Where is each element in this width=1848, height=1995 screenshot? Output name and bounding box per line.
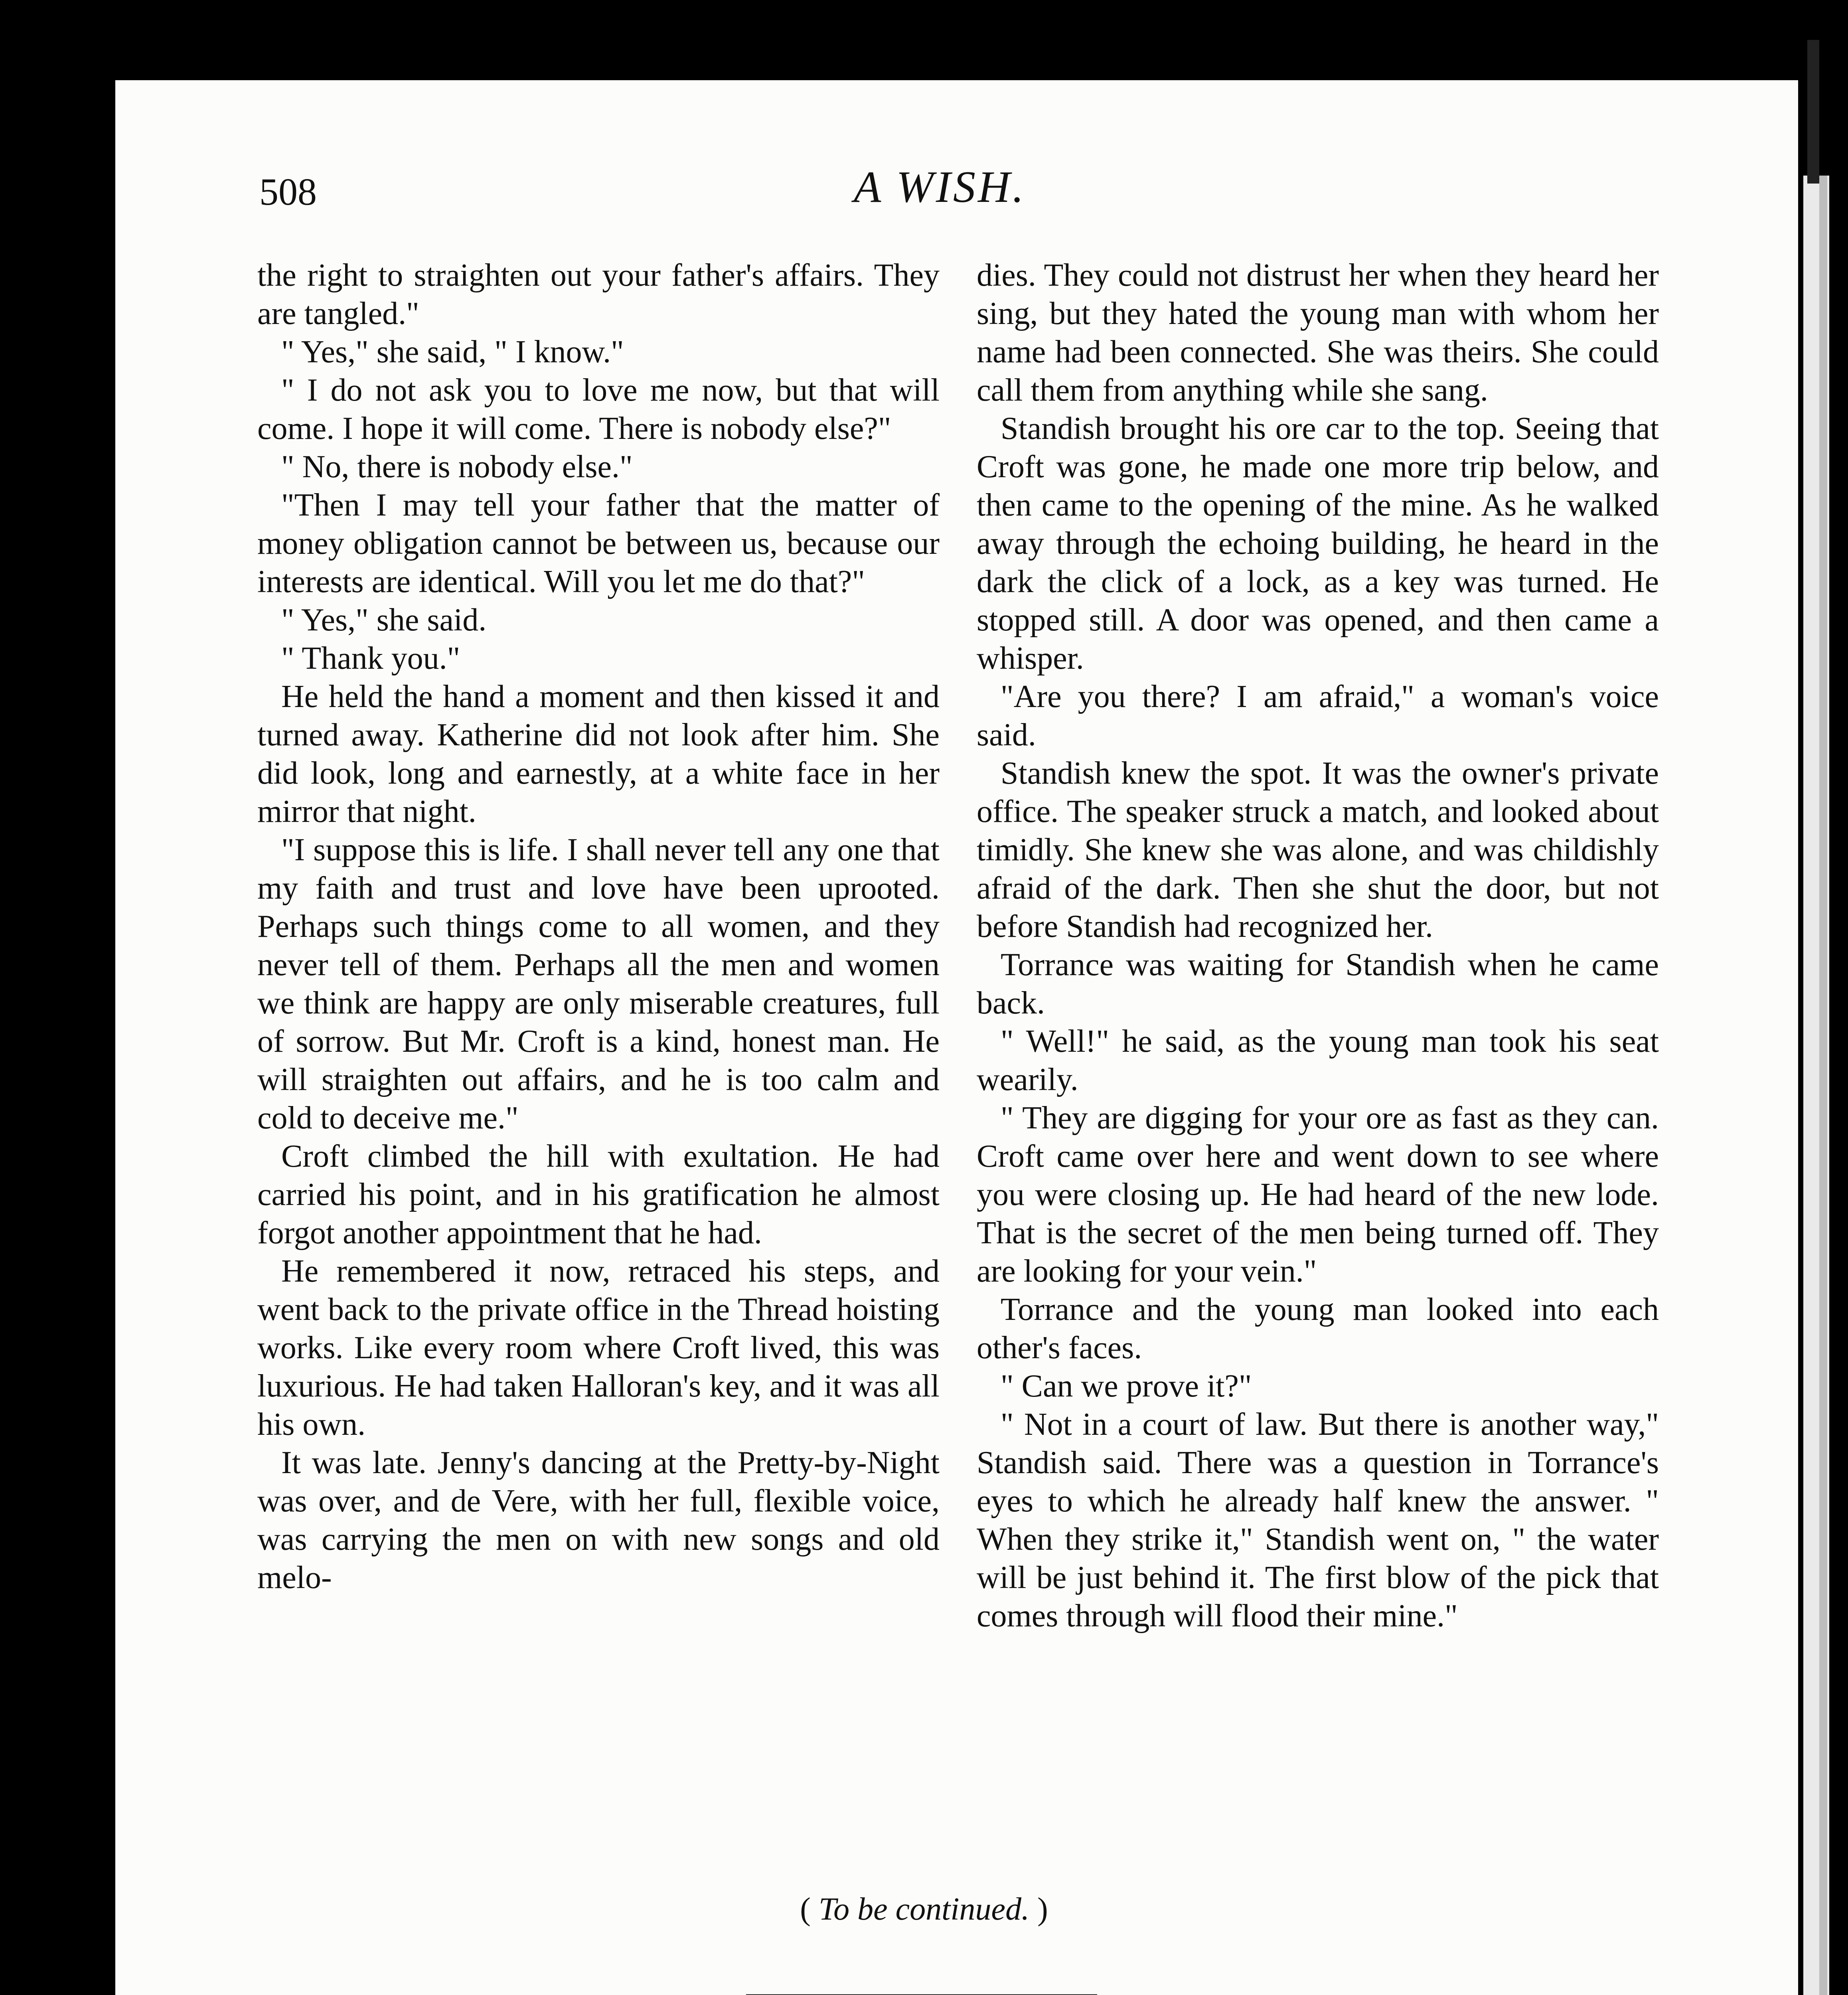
paragraph: " No, there is nobody else." — [281, 449, 633, 484]
paragraph: dies. They could not distrust her when they heard her sing, but they hated the young man with whom her name had been connected. She was theirs. She could call them from anything while she sang. — [977, 258, 1659, 408]
paragraph: Standish brought his ore car to the top. Seeing that Croft was gone, he made one more trip below, and then came to the opening of the mine. As he walked away through the echoing building, he heard in the dark the click of a lock, as a key was turned. He stopped still. A door was opened, and then came a whisper. — [977, 411, 1659, 676]
paragraph: " I do not ask you to love me now, but that will come. I hope it will come. There is nobody else?" — [257, 373, 940, 446]
paragraph: Croft climbed the hill with exultation. He had carried his point, and in his gratification he almost forgot another appointment that he had. — [257, 1139, 940, 1250]
paragraph: Standish knew the spot. It was the owner's private office. The speaker struck a match, and looked about timidly. She knew she was alone, and was childishly afraid of the dark. Then she shut the door, but not before Standish had recognized her. — [977, 756, 1659, 944]
paragraph: " Yes," she said. — [281, 602, 487, 638]
paragraph: " Not in a court of law. But there is another way," Standish said. There was a question in Torrance's eyes to which he already half knew the answer. " When they strike it," Standish went on, " the water will be just behind it. The first blow of the pick that comes through will flood their mine." — [977, 1407, 1659, 1634]
page-number: 508 — [259, 170, 317, 213]
binding-mark — [1807, 40, 1819, 184]
paragraph: the right to straighten out your father's affairs. They are tangled." — [257, 258, 940, 331]
paragraph: He held the hand a moment and then kissed it and turned away. Katherine did not look after him. She did look, long and earnestly, at a white face in her mirror that night. — [257, 679, 940, 829]
to-be-continued: ( To be continued. ) — [800, 1892, 1048, 1927]
right-column — [977, 256, 1659, 1635]
paragraph: Torrance and the young man looked into each other's faces. — [977, 1292, 1659, 1365]
running-head: A WISH. — [854, 162, 1026, 212]
paragraph: " Can we prove it?" — [1001, 1369, 1252, 1404]
to-be-continued-text: To be continued. — [818, 1892, 1030, 1927]
paragraph: "Are you there? I am afraid," a woman's voice said. — [977, 679, 1659, 753]
paragraph: " Well!" he said, as the young man took his seat wearily. — [977, 1024, 1659, 1097]
paragraph: Torrance was waiting for Standish when he came back. — [977, 947, 1659, 1021]
left-column — [257, 256, 940, 1597]
paragraph: " Thank you." — [281, 641, 460, 676]
paragraph: " They are digging for your ore as fast as they can. Croft came over here and went down to see where you were closing up. He had heard of the new lode. That is the secret of the men being turned off. They are looking for your vein." — [977, 1100, 1659, 1289]
paragraph: It was late. Jenny's dancing at the Pretty-by-Night was over, and de Vere, with her full, flexible voice, was carrying the men on with new songs and old melo- — [257, 1445, 940, 1595]
paragraph: He remembered it now, retraced his steps, and went back to the private office in the Thread hoisting works. Like every room where Croft lived, this was luxurious. He had taken Halloran's key, and it was all his own. — [257, 1254, 940, 1442]
paragraph: " Yes," she said, " I know." — [281, 334, 624, 369]
paragraph: "I suppose this is life. I shall never tell any one that my faith and trust and love have been uprooted. Perhaps such things come to all women, and they never tell of them. Perhaps all the men and women we think are happy are only miserable creatures, full of sorrow. But Mr. Croft is a kind, honest man. He will straighten out affairs, and he is too calm and cold to deceive me." — [257, 832, 940, 1136]
page-edge-shadow — [1819, 176, 1827, 1995]
paragraph: "Then I may tell your father that the matter of money obligation cannot be between us, because our interests are identical. Will you let me do that?" — [257, 488, 940, 599]
